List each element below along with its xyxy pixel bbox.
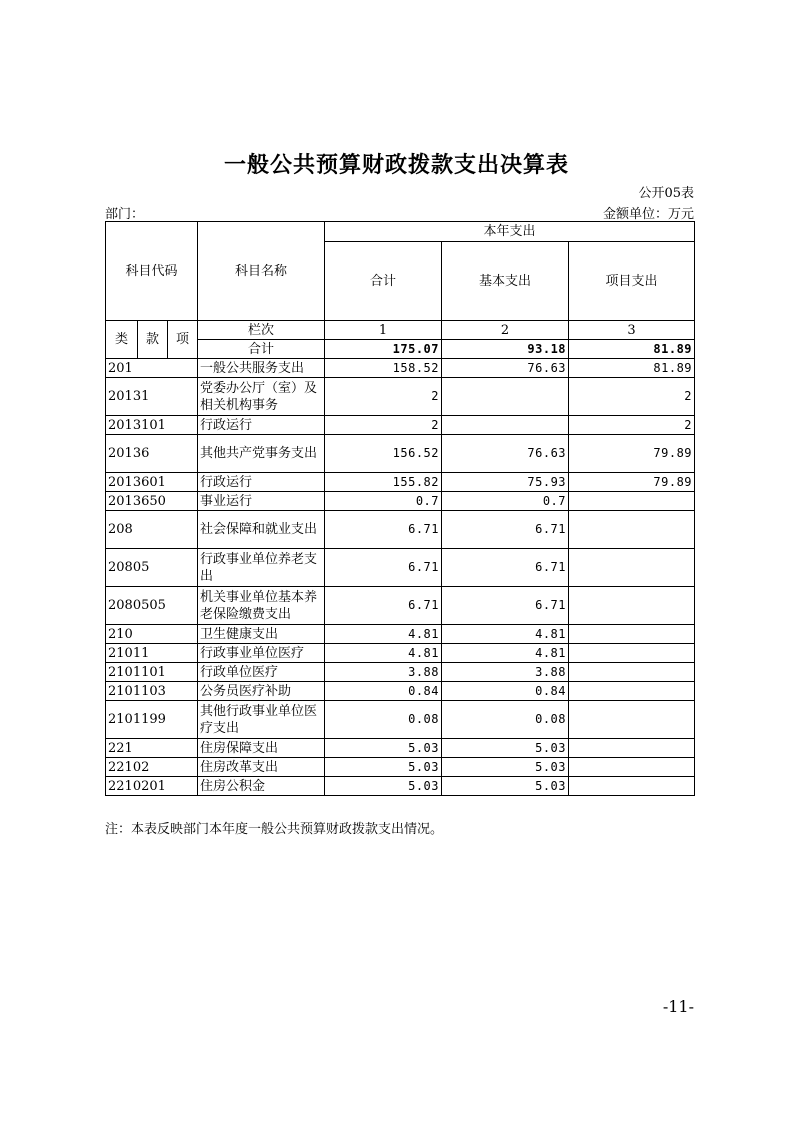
row-basic: 5.03 <box>442 758 569 777</box>
row-code: 20131 <box>106 378 198 416</box>
row-basic: 6.71 <box>442 511 569 549</box>
row-basic <box>442 416 569 435</box>
table-row <box>106 701 695 739</box>
row-basic: 3.88 <box>442 663 569 682</box>
row-name: 其他行政事业单位医疗支出 <box>198 701 325 739</box>
table-row <box>106 416 695 435</box>
table-row <box>106 587 695 625</box>
row-total: 2 <box>325 416 442 435</box>
row-total: 158.52 <box>325 359 442 378</box>
row-name: 党委办公厅（室）及相关机构事务 <box>198 378 325 416</box>
header-col3: 3 <box>569 321 695 340</box>
page-number: -11- <box>662 997 694 1016</box>
row-project <box>569 682 695 701</box>
row-code: 210 <box>106 625 198 644</box>
row-basic: 0.08 <box>442 701 569 739</box>
row-basic: 75.93 <box>442 473 569 492</box>
table-row <box>106 511 695 549</box>
row-project <box>569 777 695 796</box>
row-name: 其他共产党事务支出 <box>198 435 325 473</box>
header-name: 科目名称 <box>198 222 325 321</box>
row-code: 2101199 <box>106 701 198 739</box>
table-row <box>106 644 695 663</box>
row-basic: 6.71 <box>442 549 569 587</box>
header-col1: 1 <box>325 321 442 340</box>
row-name: 行政事业单位医疗 <box>198 644 325 663</box>
table-row <box>106 739 695 758</box>
row-project <box>569 511 695 549</box>
row-total: 155.82 <box>325 473 442 492</box>
row-total: 4.81 <box>325 625 442 644</box>
row-code: 2013601 <box>106 473 198 492</box>
footnote: 注：本表反映部门本年度一般公共预算财政拨款支出情况。 <box>105 822 444 837</box>
table-row <box>106 435 695 473</box>
total-row-label: 合计 <box>198 340 325 359</box>
unit-label: 金额单位：万元 <box>602 207 694 222</box>
row-code: 21011 <box>106 644 198 663</box>
row-code: 2013650 <box>106 492 198 511</box>
row-project: 79.89 <box>569 435 695 473</box>
header-code: 科目代码 <box>106 222 198 321</box>
row-name: 行政运行 <box>198 473 325 492</box>
row-name: 事业运行 <box>198 492 325 511</box>
row-total: 5.03 <box>325 777 442 796</box>
row-project <box>569 625 695 644</box>
table-row <box>106 378 695 416</box>
row-project <box>569 758 695 777</box>
row-project: 2 <box>569 416 695 435</box>
table-row <box>106 682 695 701</box>
row-code: 2210201 <box>106 777 198 796</box>
row-project <box>569 549 695 587</box>
row-total: 0.08 <box>325 701 442 739</box>
header-kuan: 款 <box>138 321 168 359</box>
table-row <box>106 473 695 492</box>
header-total: 合计 <box>325 242 442 321</box>
header-lei: 类 <box>106 321 138 359</box>
expenditure-table <box>105 221 695 796</box>
header-xiang: 项 <box>168 321 198 359</box>
row-basic: 4.81 <box>442 625 569 644</box>
row-total: 6.71 <box>325 511 442 549</box>
header-lanci: 栏次 <box>198 321 325 340</box>
total-row-total: 175.07 <box>325 340 442 359</box>
row-name: 行政单位医疗 <box>198 663 325 682</box>
row-total: 156.52 <box>325 435 442 473</box>
row-basic: 76.63 <box>442 359 569 378</box>
row-basic: 4.81 <box>442 644 569 663</box>
header-basic: 基本支出 <box>442 242 569 321</box>
row-code: 201 <box>106 359 198 378</box>
table-row <box>106 549 695 587</box>
row-name: 卫生健康支出 <box>198 625 325 644</box>
row-name: 公务员医疗补助 <box>198 682 325 701</box>
department-label: 部门： <box>105 207 145 222</box>
table-row <box>106 492 695 511</box>
header-col2: 2 <box>442 321 569 340</box>
row-total: 5.03 <box>325 739 442 758</box>
row-project <box>569 587 695 625</box>
table-row <box>106 758 695 777</box>
row-total: 6.71 <box>325 587 442 625</box>
row-basic: 5.03 <box>442 739 569 758</box>
row-project: 79.89 <box>569 473 695 492</box>
row-code: 2101103 <box>106 682 198 701</box>
row-code: 20805 <box>106 549 198 587</box>
total-row-project: 81.89 <box>569 340 695 359</box>
page-title: 一般公共预算财政拨款支出决算表 <box>223 153 569 178</box>
row-project: 2 <box>569 378 695 416</box>
row-code: 221 <box>106 739 198 758</box>
row-total: 3.88 <box>325 663 442 682</box>
row-project <box>569 701 695 739</box>
row-name: 住房保障支出 <box>198 739 325 758</box>
total-row-basic: 93.18 <box>442 340 569 359</box>
row-basic: 5.03 <box>442 777 569 796</box>
header-project: 项目支出 <box>569 242 695 321</box>
row-name: 行政事业单位养老支出 <box>198 549 325 587</box>
row-basic: 76.63 <box>442 435 569 473</box>
row-code: 2101101 <box>106 663 198 682</box>
row-total: 4.81 <box>325 644 442 663</box>
row-project <box>569 739 695 758</box>
row-code: 2080505 <box>106 587 198 625</box>
row-total: 0.84 <box>325 682 442 701</box>
row-name: 行政运行 <box>198 416 325 435</box>
table-row <box>106 663 695 682</box>
row-code: 20136 <box>106 435 198 473</box>
row-code: 208 <box>106 511 198 549</box>
row-total: 2 <box>325 378 442 416</box>
row-total: 5.03 <box>325 758 442 777</box>
table-row <box>106 777 695 796</box>
row-project <box>569 492 695 511</box>
row-name: 住房公积金 <box>198 777 325 796</box>
row-total: 0.7 <box>325 492 442 511</box>
row-basic <box>442 378 569 416</box>
form-number: 公开05表 <box>638 186 694 201</box>
row-project: 81.89 <box>569 359 695 378</box>
row-code: 22102 <box>106 758 198 777</box>
row-name: 社会保障和就业支出 <box>198 511 325 549</box>
row-code: 2013101 <box>106 416 198 435</box>
row-name: 机关事业单位基本养老保险缴费支出 <box>198 587 325 625</box>
row-project <box>569 663 695 682</box>
row-name: 一般公共服务支出 <box>198 359 325 378</box>
row-basic: 6.71 <box>442 587 569 625</box>
table-row <box>106 625 695 644</box>
row-basic: 0.7 <box>442 492 569 511</box>
table-row <box>106 359 695 378</box>
row-name: 住房改革支出 <box>198 758 325 777</box>
row-total: 6.71 <box>325 549 442 587</box>
row-basic: 0.84 <box>442 682 569 701</box>
header-current-year: 本年支出 <box>325 222 695 242</box>
row-project <box>569 644 695 663</box>
